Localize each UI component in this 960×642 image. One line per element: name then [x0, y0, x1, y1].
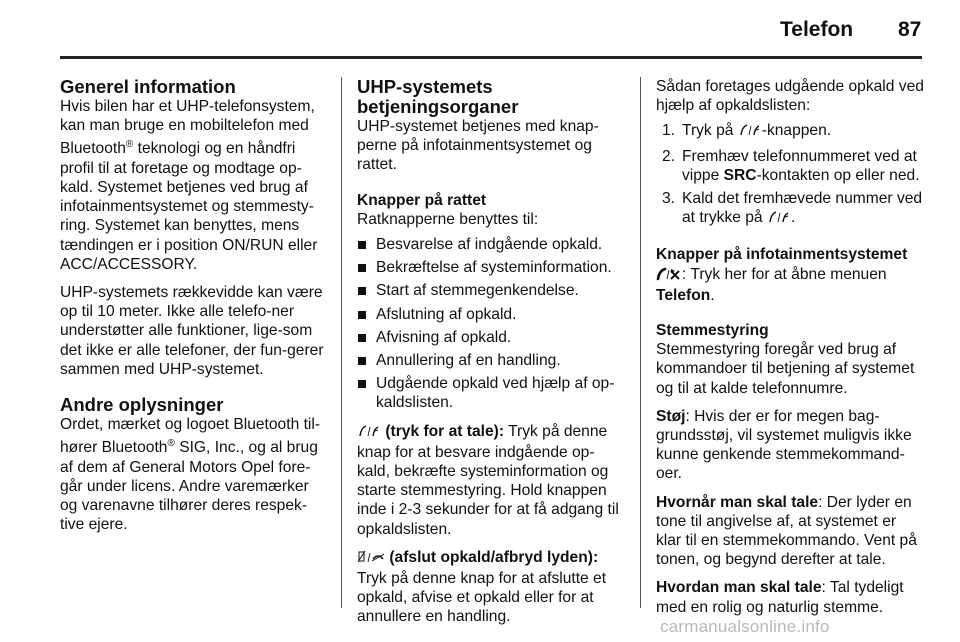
heading-other-information: Andre oplysninger — [60, 394, 224, 416]
push-to-talk-icon — [357, 424, 381, 443]
watermark: carmanualsonline.info — [660, 617, 830, 636]
heading-uhp-controls: UHP-systemets betjeningsorganer — [357, 76, 519, 117]
subheading-voice-control: Stemmestyring — [656, 322, 769, 340]
push-to-talk-icon — [767, 210, 791, 229]
end-call-icon — [357, 550, 385, 569]
paragraph-voice-control: Stemmestyring foregår ved brug af kommandoer til betjening af systemet og til at kalde telefonnumre. — [656, 341, 915, 397]
subheading-wheel-buttons: Knapper på rattet — [357, 191, 487, 209]
page-title: Telefon — [780, 18, 854, 41]
push-to-talk-icon — [738, 123, 762, 142]
header-divider — [60, 56, 922, 59]
paragraph-trademark: Ordet, mærket og logoet Bluetooth til-hører Bluetooth® SIG, Inc., og al brug af dem af General Motors Opel fore-går under licens. Andre varemærker og varenavne tilhører deres respek-tive ejere. — [60, 416, 321, 534]
column-2 — [357, 77, 625, 636]
list-item: Bekræftelse af systeminformation. — [357, 258, 625, 277]
column-3 — [656, 77, 924, 626]
wheel-functions-list — [357, 235, 625, 413]
list-item: Annullering af en handling. — [357, 351, 625, 370]
paragraph-phone-menu: : Tryk her for at åbne menuen Telefon. — [656, 265, 887, 304]
call-list-steps — [656, 121, 924, 229]
list-item: Afvisning af opkald. — [357, 328, 625, 347]
paragraph-uhp-intro: Hvis bilen har et UHP-telefonsystem, kan man bruge en mobiltelefon med Bluetooth® teknologi og en håndfri profil til at foretage og modtage op-kald. Systemet betjenes ved brug af infotainmentsystemet og stemmesty-ring. Systemet kan benyttes, mens tændingen er i position ON/RUN eller ACC/ACCESSORY. — [60, 98, 318, 273]
heading-general-information: Generel information — [60, 76, 236, 97]
page-number: 87 — [898, 18, 922, 41]
list-item: Start af stemmegenkendelse. — [357, 281, 625, 300]
column-1 — [60, 77, 324, 543]
subheading-infotainment-buttons: Knapper på infotainmentsystemet — [656, 246, 908, 264]
list-item: 3. Kald det fremhævede nummer ved at trykke på . — [656, 189, 924, 229]
phone-menu-icon — [656, 267, 682, 286]
list-item: 1. Tryk på -knappen. — [656, 121, 924, 142]
paragraph-noise: Støj: Hvis der er for megen bag-grundsstøj, vil systemet muligvis ikke kunne genkende stemmekommand-oer. — [656, 407, 912, 483]
paragraph-controls-intro: UHP-systemet betjenes med knap-perne på infotainmentsystemet og rattet. — [357, 118, 599, 174]
list-item: Afslutning af opkald. — [357, 305, 625, 324]
column-divider-1 — [341, 77, 342, 608]
list-item: 2. Fremhæv telefonnummeret ved at vippe SRC-kontakten op eller ned. — [662, 147, 920, 184]
paragraph-end-call: (afslut opkald/afbryd lyden): Tryk på denne knap for at afslutte et opkald, afvise et opkald eller for at annullere en handling. — [357, 548, 607, 626]
paragraph-push-to-talk: (tryk for at tale): Tryk på denne knap for at besvare indgående op-kald, bekræfte systeminformation og starte stemmestyring. Hold knappen inde i 2-3 sekunder for at få adgang til opkaldslisten. — [357, 422, 619, 538]
paragraph-range: UHP-systemets rækkevidde kan være op til 10 meter. Ikke alle telefo-ner understøtter alle funktioner, lige-som det ikke er alle telefoner, der fun-gerer sammen med UHP-systemet. — [60, 284, 324, 378]
paragraph-call-list-intro: Sådan foretages udgående opkald ved hjælp af opkaldslisten: — [656, 78, 924, 115]
paragraph-wheel-intro: Ratknapperne benyttes til: — [357, 210, 539, 228]
list-item: Udgående opkald ved hjælp af op-kaldslisten. — [357, 374, 625, 412]
column-divider-2 — [640, 77, 641, 608]
list-item: Besvarelse af indgående opkald. — [357, 235, 625, 254]
paragraph-how-to-speak: Hvordan man skal tale: Tal tydeligt med en rolig og naturlig stemme. — [656, 579, 904, 616]
paragraph-when-to-speak: Hvornår man skal tale: Der lyder en tone til angivelse af, at systemet er klar til en stemmekommando. Vent på tonen, og begynd derefter at tale. — [656, 493, 917, 569]
